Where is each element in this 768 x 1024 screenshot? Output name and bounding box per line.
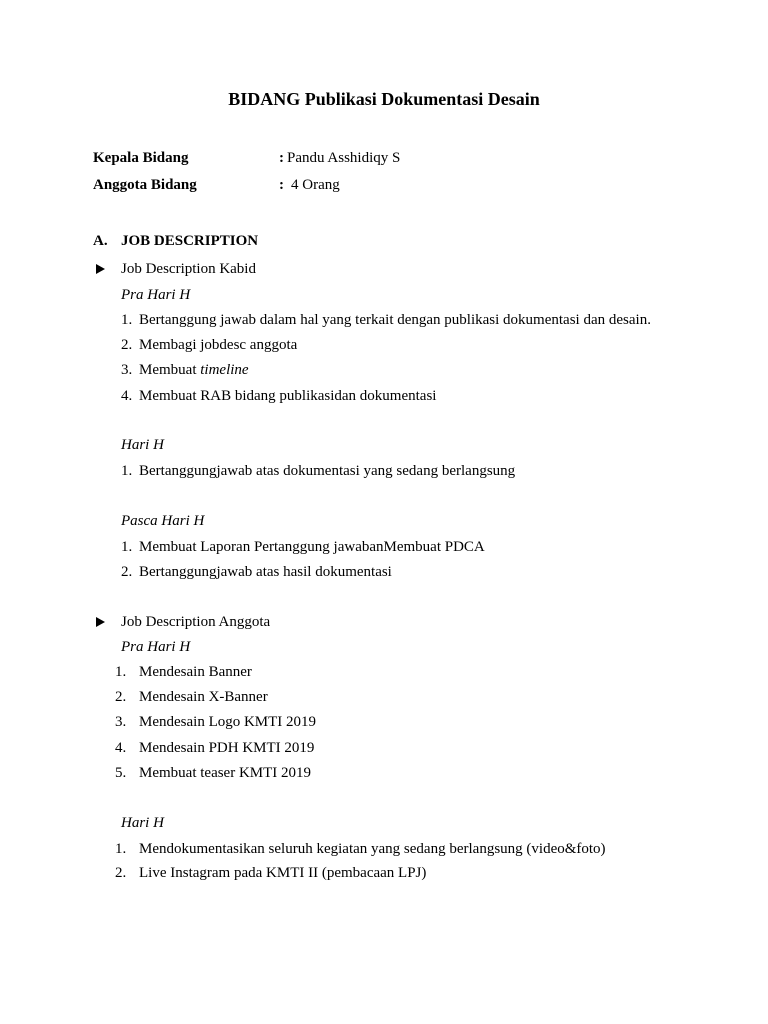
list-item: Bertanggung jawab dalam hal yang terkait dengan publikasi dokumentasi dan desain. xyxy=(139,312,651,328)
list-item-number: 2. xyxy=(121,564,133,580)
info-value-anggota: 4 Orang xyxy=(291,177,340,193)
list-item: Bertanggungjawab atas dokumentasi yang sedang berlangsung xyxy=(139,463,516,479)
kabid-pasca-label: Pasca Hari H xyxy=(121,513,205,529)
list-item-number: 2. xyxy=(121,337,133,353)
list-item: Bertanggungjawab atas hasil dokumentasi xyxy=(139,564,392,580)
anggota-pra-label: Pra Hari H xyxy=(121,639,191,655)
list-item-number: 1. xyxy=(121,463,133,479)
info-value-kepala: Pandu Asshidiqy S xyxy=(287,150,401,166)
list-item-number: 1. xyxy=(121,312,133,328)
document-title: BIDANG Publikasi Dokumentasi Desain xyxy=(228,89,540,109)
list-item: Membuat Laporan Pertanggung jawabanMembuat PDCA xyxy=(139,539,485,555)
list-item-number: 4. xyxy=(121,388,133,404)
kabid-pra-label: Pra Hari H xyxy=(121,287,191,303)
list-item-number: 3. xyxy=(121,362,133,378)
kabid-heading: Job Description Kabid xyxy=(121,261,256,277)
arrow-bullet-icon xyxy=(96,264,105,274)
anggota-hari-label: Hari H xyxy=(121,815,164,831)
list-item: Live Instagram pada KMTI II (pembacaan LPJ) xyxy=(139,865,427,881)
info-label-kepala: Kepala Bidang xyxy=(93,150,189,166)
list-item: Mendesain X-Banner xyxy=(139,689,268,705)
list-item-number: 5. xyxy=(115,765,127,781)
info-sep-kepala: : xyxy=(279,150,284,166)
list-item-number: 1. xyxy=(115,841,127,857)
kabid-hari-label: Hari H xyxy=(121,437,164,453)
list-item: Mendesain Banner xyxy=(139,664,252,680)
list-item: Membuat RAB bidang publikasidan dokumentasi xyxy=(139,388,437,404)
list-item-number: 4. xyxy=(115,740,127,756)
list-item: Membagi jobdesc anggota xyxy=(139,337,298,353)
arrow-bullet-icon xyxy=(96,617,105,627)
list-item: Mendesain Logo KMTI 2019 xyxy=(139,714,317,730)
list-item-number: 3. xyxy=(115,714,127,730)
info-label-anggota: Anggota Bidang xyxy=(93,177,197,193)
list-item-number: 2. xyxy=(115,865,127,881)
info-sep-anggota: : xyxy=(279,177,284,193)
list-item: Mendokumentasikan seluruh kegiatan yang sedang berlangsung (video&foto) xyxy=(139,841,606,857)
section-heading: JOB DESCRIPTION xyxy=(121,233,259,249)
section-letter: A. xyxy=(93,233,108,249)
anggota-heading: Job Description Anggota xyxy=(121,614,271,630)
list-item-number: 1. xyxy=(115,664,127,680)
list-item-number: 1. xyxy=(121,539,133,555)
list-item-text: Membuat xyxy=(139,362,201,378)
list-item: Membuat teaser KMTI 2019 xyxy=(139,765,312,781)
list-item-number: 2. xyxy=(115,689,127,705)
list-item-emphasis: timeline xyxy=(200,362,249,378)
list-item xyxy=(139,361,249,379)
list-item: Mendesain PDH KMTI 2019 xyxy=(139,740,315,756)
